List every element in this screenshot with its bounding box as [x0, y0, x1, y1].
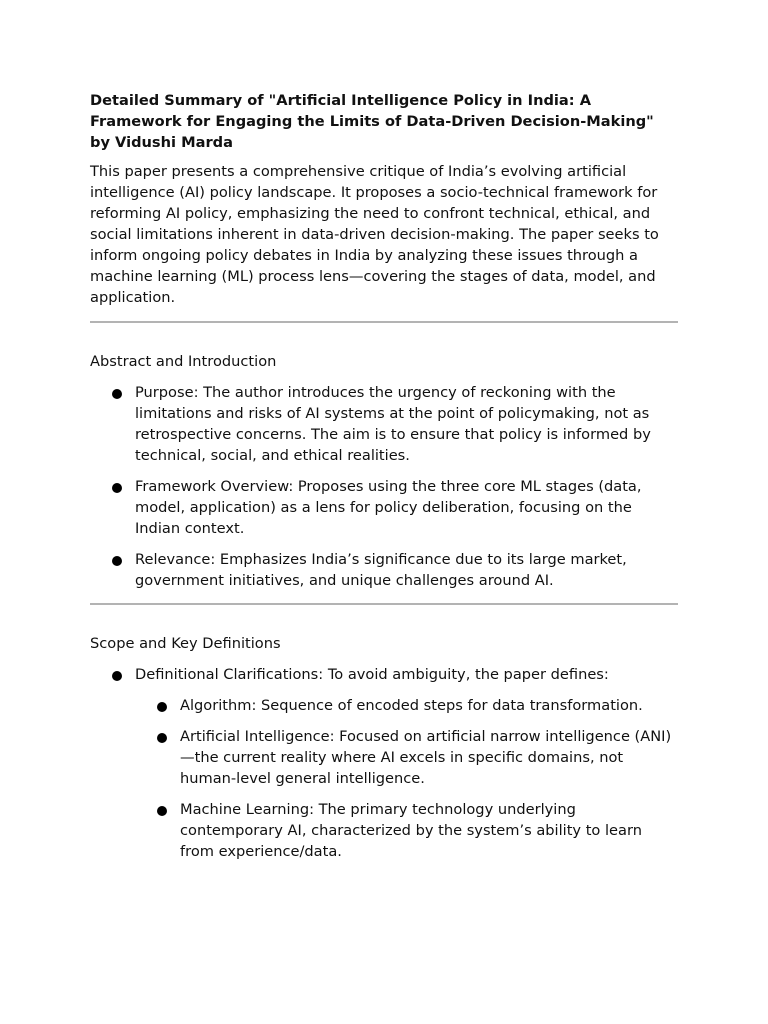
sub-list-item-text: Machine Learning: The primary technology underlying contemporary AI, characterized by the system’s ability to learn from experience/data.: [180, 801, 642, 860]
list-item: [90, 549, 678, 591]
bullet-icon: [157, 733, 167, 743]
bullet-icon: [112, 671, 122, 681]
intro-paragraph: This paper presents a comprehensive critique of India’s evolving artificial intelligence (AI) policy landscape. It proposes a socio-technical framework for reforming AI policy, emphasizing the need to confront technical, ethical, and social limitations inherent in data-driven decision-making. The paper seeks to inform ongoing policy debates in India by analyzing these issues through a machine learning (ML) process lens—covering the stages of data, model, and application.: [90, 163, 659, 306]
bullet-icon: [112, 389, 122, 399]
list-item: [90, 664, 678, 862]
bullet-list-abstract: [90, 382, 678, 591]
sub-list-item: [135, 799, 678, 862]
sub-list-item-text: Artificial Intelligence: Focused on artificial narrow intelligence (ANI)—the current reality where AI excels in specific domains, not human-level general intelligence.: [180, 728, 672, 787]
document-title: Detailed Summary of "Artificial Intelligence Policy in India: A Framework for Engaging the Limits of Data-Driven Decision-Making" by Vidushi Marda: [90, 92, 654, 151]
document-page: [90, 90, 678, 862]
list-item-text: Relevance: Emphasizes India’s significance due to its large market, government initiatives, and unique challenges around AI.: [135, 551, 627, 589]
sub-list-item-text: Algorithm: Sequence of encoded steps for data transformation.: [180, 697, 643, 714]
bullet-icon: [112, 483, 122, 493]
bullet-list-scope: [90, 664, 678, 862]
sub-list-item: [135, 695, 678, 716]
list-item-text: Purpose: The author introduces the urgency of reckoning with the limitations and risks of AI systems at the point of policymaking, not as retrospective concerns. The aim is to ensure that policy is informed by technical, social, and ethical realities.: [135, 384, 651, 464]
list-item: [90, 476, 678, 539]
sub-list-item: [135, 726, 678, 789]
section-heading-abstract: Abstract and Introduction: [90, 353, 277, 370]
section-divider: [90, 321, 678, 323]
list-item-text: Framework Overview: Proposes using the three core ML stages (data, model, application) as a lens for policy deliberation, focusing on the Indian context.: [135, 478, 642, 537]
bullet-icon: [157, 702, 167, 712]
section-heading-scope: Scope and Key Definitions: [90, 635, 281, 652]
list-item: [90, 382, 678, 466]
sub-bullet-list: [135, 695, 678, 862]
section-divider: [90, 603, 678, 605]
list-item-text: Definitional Clarifications: To avoid ambiguity, the paper defines:: [135, 666, 609, 683]
bullet-icon: [157, 806, 167, 816]
bullet-icon: [112, 556, 122, 566]
